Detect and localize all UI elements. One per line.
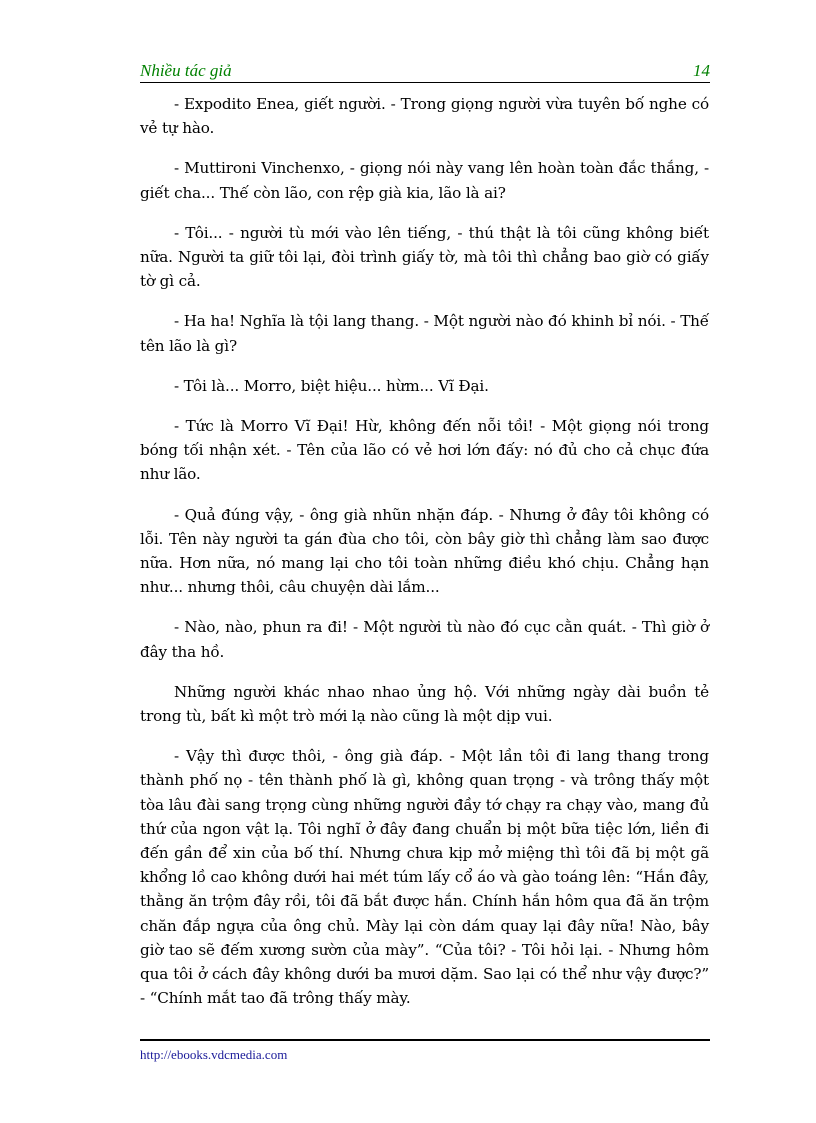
page-body: [140, 92, 709, 1027]
header-author: Nhiều tác giả: [140, 61, 232, 80]
paragraph: - Ha ha! Nghĩa là tội lang thang. - Một người nào đó khinh bỉ nói. - Thế tên lão là gì?: [140, 312, 709, 355]
paragraph: - Vậy thì được thôi, - ông già đáp. - Một lần tôi đi lang thang trong thành phố nọ - tên thành phố là gì, không quan trọng - và trông thấy một tòa lâu đài sang trọng cùng những người đầy tớ chạy ra chạy vào, mang đủ thứ của ngon vật lạ. Tôi nghĩ ở đây đang chuẩn bị một bữa tiệc lớn, liền đi đến gần để xin của bố thí. Nhưng chưa kịp mở miệng thì tôi đã bị một gã khổng lồ cao không dưới hai mét túm lấy cổ áo và gào toáng lên: “Hắn đây, thằng ăn trộm đây rồi, tôi đã bắt được hắn. Chính hắn hôm qua đã ăn trộm chăn đắp ngựa của ông chủ. Mày lại còn dám quay lại đây nữa! Nào, bây giờ tao sẽ đếm xương sườn của mày”. “Của tôi? - Tôi hỏi lại. - Nhưng hôm qua tôi ở cách đây không dưới ba mươi dặm. Sao lại có thể như vậy được?” - “Chính mắt tao đã trông thấy mày.: [140, 747, 709, 1008]
paragraph: - Muttironi Vinchenxo, - giọng nói này vang lên hoàn toàn đắc thắng, - giết cha... Thế còn lão, con rệp già kia, lão là ai?: [140, 159, 709, 202]
paragraph: - Nào, nào, phun ra đi! - Một người tù nào đó cục cằn quát. - Thì giờ ở đây tha hồ.: [140, 618, 709, 661]
footer-link[interactable]: http://ebooks.vdcmedia.com: [140, 1047, 288, 1062]
paragraph: - Tôi là... Morro, biệt hiệu... hừm... Vĩ Đại.: [174, 376, 489, 395]
page-number: 14: [693, 61, 710, 80]
paragraph: Những người khác nhao nhao ủng hộ. Với những ngày dài buồn tẻ trong tù, bất kì một trò mới lạ nào cũng là một dịp vui.: [140, 682, 709, 726]
paragraph: - Expodito Enea, giết người. - Trong giọng người vừa tuyên bố nghe có vẻ tự hào.: [140, 95, 709, 138]
paragraph: - Quả đúng vậy, - ông già nhũn nhặn đáp. - Nhưng ở đây tôi không có lỗi. Tên này người ta gán đùa cho tôi, còn bây giờ thì chẳng làm sao được nữa. Hơn nữa, nó mang lại cho tôi toàn những điều khó chịu. Chẳng hạn như... nhưng thôi, câu chuyện dài lắm...: [140, 505, 709, 597]
paragraph: - Tôi... - người tù mới vào lên tiếng, - thú thật là tôi cũng không biết nữa. Người ta giữ tôi lại, đòi trình giấy tờ, mà tôi thì chẳng bao giờ có giấy tờ gì cả.: [140, 223, 709, 291]
footer-divider: [140, 1039, 710, 1041]
page-header: [140, 58, 710, 83]
paragraph: - Tức là Morro Vĩ Đại! Hừ, không đến nỗi tồi! - Một giọng nói trong bóng tối nhận xét. - Tên của lão có vẻ hơi lớn đấy: nó đủ cho cả chục đứa như lão.: [140, 417, 709, 484]
